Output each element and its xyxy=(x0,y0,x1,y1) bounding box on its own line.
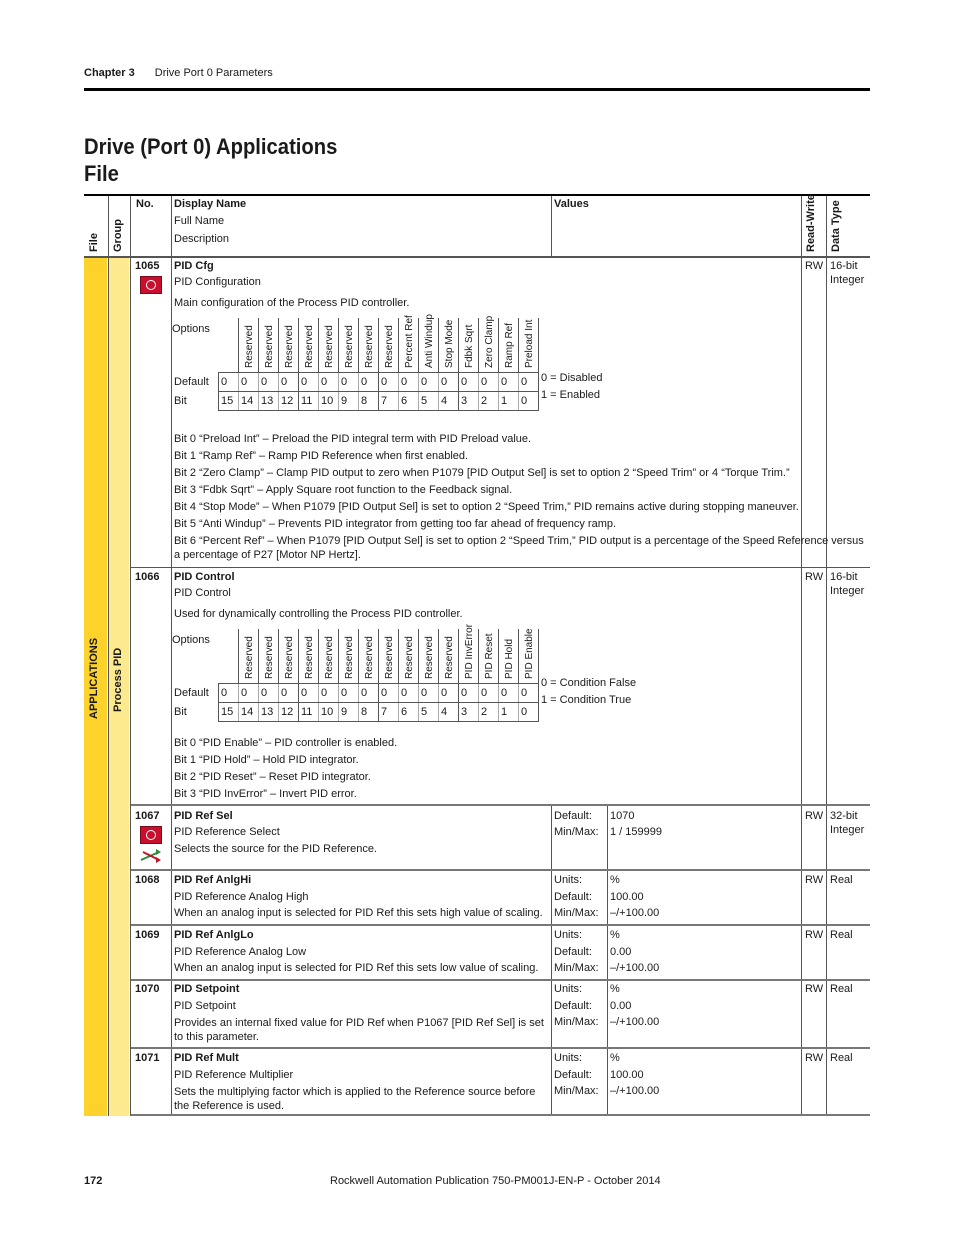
bit-number: 15 xyxy=(219,702,239,721)
param-1068-minmax-key: Min/Max: xyxy=(554,907,599,919)
param-1065-full: PID Configuration xyxy=(174,276,261,288)
param-1067-no: 1067 xyxy=(135,810,160,822)
param-1068-no: 1068 xyxy=(135,874,160,886)
bit-number: 6 xyxy=(399,391,419,410)
bit-number: 0 xyxy=(519,702,539,721)
bit-option: Anti Windup xyxy=(419,318,439,372)
param-1068-units: % xyxy=(610,874,620,886)
bit-option: Preload Int xyxy=(519,318,539,372)
bit-option: Reserved xyxy=(339,629,359,683)
param-1071-name: PID Ref Mult xyxy=(174,1052,239,1064)
param-1066-desc: Used for dynamically controlling the Process PID controller. xyxy=(174,608,463,620)
bit-default: 0 xyxy=(399,683,419,702)
param-1068-default-key: Default: xyxy=(554,891,592,903)
bit-number: 3 xyxy=(459,702,479,721)
param-1067-default-key: Default: xyxy=(554,810,592,822)
bit-option: PID Enable xyxy=(519,629,539,683)
bit-option: Reserved xyxy=(319,318,339,372)
bit-number: 12 xyxy=(279,391,299,410)
bit-option: Reserved xyxy=(439,629,459,683)
chapter-label: Chapter 3 xyxy=(84,67,135,79)
param-1067-name: PID Ref Sel xyxy=(174,810,233,822)
bit-note: Bit 2 “PID Reset” – Reset PID integrator. xyxy=(174,771,371,783)
bit-option: Reserved xyxy=(319,629,339,683)
bit-number: 9 xyxy=(339,702,359,721)
param-1068-rw: RW xyxy=(805,874,824,886)
bit-option: Reserved xyxy=(279,629,299,683)
param-1068-name: PID Ref AnlgHi xyxy=(174,874,252,886)
running-header xyxy=(84,67,273,79)
bit-default: 0 xyxy=(439,372,459,391)
param-1071-full: PID Reference Multiplier xyxy=(174,1069,294,1081)
bit-default: 0 xyxy=(419,683,439,702)
p1066-bit-table xyxy=(172,623,539,722)
param-1069-full: PID Reference Analog Low xyxy=(174,946,307,958)
bit-number: 11 xyxy=(299,391,319,410)
param-1069-minmax-key: Min/Max: xyxy=(554,962,599,974)
param-1071-minmax: –/+100.00 xyxy=(610,1085,660,1097)
bit-default: 0 xyxy=(499,372,519,391)
col-values: Values xyxy=(554,198,589,210)
bit-default: 0 xyxy=(259,683,279,702)
table-top-rule xyxy=(84,194,870,196)
bit-number: 5 xyxy=(419,702,439,721)
bit-option: Reserved xyxy=(259,318,279,372)
default-label: Default xyxy=(172,683,219,702)
bit-note: Bit 4 “Stop Mode” – When P1079 [PID Output Sel] is set to option 2 “Speed Trim,” PID remains active during stopping maneuver. xyxy=(174,501,799,513)
bit-option xyxy=(219,629,239,683)
row-divider xyxy=(131,804,870,806)
col-no: No. xyxy=(136,198,154,210)
bit-note: Bit 3 “Fdbk Sqrt” – Apply Square root function to the Feedback signal. xyxy=(174,484,513,496)
default-label: Default xyxy=(172,372,219,391)
param-1068-units-key: Units: xyxy=(554,874,583,886)
param-1071-rw: RW xyxy=(805,1052,824,1064)
param-1071-units-key: Units: xyxy=(554,1052,583,1064)
publication-footer: Rockwell Automation Publication 750-PM001J-EN-P - October 2014 xyxy=(330,1175,661,1187)
param-1067-desc: Selects the source for the PID Reference. xyxy=(174,843,377,855)
bit-default: 0 xyxy=(479,372,499,391)
bit-number: 15 xyxy=(219,391,239,410)
bit-label: Bit xyxy=(172,702,219,721)
param-1067-full: PID Reference Select xyxy=(174,826,280,838)
param-1068-type: Real xyxy=(830,874,853,886)
bit-number: 7 xyxy=(379,702,399,721)
param-1068-desc: When an analog input is selected for PID Ref this sets high value of scaling. xyxy=(174,907,543,919)
bit-default: 0 xyxy=(439,683,459,702)
bit-option: PID InvError xyxy=(459,629,479,683)
bit-option: Reserved xyxy=(239,318,259,372)
section-label: Drive Port 0 Parameters xyxy=(154,67,273,79)
table-bottom-rule xyxy=(131,1114,870,1116)
header-rule xyxy=(84,88,870,91)
bit-default: 0 xyxy=(359,372,379,391)
param-1068-default: 100.00 xyxy=(610,891,644,903)
bit-default: 0 xyxy=(359,683,379,702)
param-1067-rw: RW xyxy=(805,810,824,822)
bit-default: 0 xyxy=(259,372,279,391)
bit-default: 0 xyxy=(279,372,299,391)
divider xyxy=(607,806,608,1116)
param-1069-units-key: Units: xyxy=(554,929,583,941)
bit-option: Reserved xyxy=(279,318,299,372)
param-1071-minmax-key: Min/Max: xyxy=(554,1085,599,1097)
bit-number: 1 xyxy=(499,391,519,410)
row-divider xyxy=(131,979,870,981)
param-1067-type2: Integer xyxy=(830,824,865,836)
bit-number: 12 xyxy=(279,702,299,721)
bit-option: Reserved xyxy=(419,629,439,683)
bit-default: 0 xyxy=(479,683,499,702)
param-1069-desc: When an analog input is selected for PID Ref this sets low value of scaling. xyxy=(174,962,539,974)
bit-number: 4 xyxy=(439,391,459,410)
bit-option: PID Reset xyxy=(479,629,499,683)
bit-note: Bit 0 “PID Enable” – PID controller is enabled. xyxy=(174,737,398,749)
file-label: APPLICATIONS xyxy=(88,637,100,719)
param-1067-default: 1070 xyxy=(610,810,635,822)
bit-option: Reserved xyxy=(359,629,379,683)
param-1067-minmax-key: Min/Max: xyxy=(554,826,599,838)
param-1066-type: 16-bit xyxy=(830,571,858,583)
col-description: Description xyxy=(174,233,230,245)
bit-option: Reserved xyxy=(299,629,319,683)
bit-note: Bit 1 “PID Hold” – Hold PID integrator. xyxy=(174,754,359,766)
col-data-type: Data Type xyxy=(830,200,842,252)
param-1069-units: % xyxy=(610,929,620,941)
param-1068-full: PID Reference Analog High xyxy=(174,891,309,903)
param-1070-name: PID Setpoint xyxy=(174,983,240,995)
param-1065-type2: Integer xyxy=(830,274,865,286)
bit-default: 0 xyxy=(519,372,539,391)
page-title xyxy=(84,133,337,187)
bit-default: 0 xyxy=(519,683,539,702)
bit-number: 0 xyxy=(519,391,539,410)
param-1071-units: % xyxy=(610,1052,620,1064)
bit-option: Reserved xyxy=(299,318,319,372)
bit-option: Reserved xyxy=(259,629,279,683)
bit-note: Bit 0 “Preload Int” – Preload the PID integral term with PID Preload value. xyxy=(174,433,532,445)
bit-option: PID Hold xyxy=(499,629,519,683)
param-1066-type2: Integer xyxy=(830,585,865,597)
bit-default: 0 xyxy=(319,372,339,391)
bit-number: 14 xyxy=(239,702,259,721)
bit-option: Reserved xyxy=(399,629,419,683)
bit-option: Reserved xyxy=(379,629,399,683)
bit-default: 0 xyxy=(279,683,299,702)
param-1067-minmax: 1 / 159999 xyxy=(610,826,662,838)
param-1069-default: 0.00 xyxy=(610,946,632,958)
bit-number: 13 xyxy=(259,391,279,410)
col-display-name: Display Name xyxy=(174,198,247,210)
param-1071-no: 1071 xyxy=(135,1052,160,1064)
param-1065-desc: Main configuration of the Process PID controller. xyxy=(174,297,410,309)
param-1065-value-1: 1 = Enabled xyxy=(541,389,601,401)
param-1069-rw: RW xyxy=(805,929,824,941)
bit-default: 0 xyxy=(459,372,479,391)
param-1070-minmax-key: Min/Max: xyxy=(554,1016,599,1028)
param-1065-name: PID Cfg xyxy=(174,260,214,272)
param-1070-type: Real xyxy=(830,983,853,995)
param-1071-type: Real xyxy=(830,1052,853,1064)
link-arrows-icon xyxy=(140,848,162,864)
bit-default: 0 xyxy=(339,372,359,391)
bit-default: 0 xyxy=(339,683,359,702)
param-1066-rw: RW xyxy=(805,571,824,583)
param-1069-no: 1069 xyxy=(135,929,160,941)
param-1070-units-key: Units: xyxy=(554,983,583,995)
title-line-2: File xyxy=(84,161,119,186)
bit-option: Fdbk Sqrt xyxy=(459,318,479,372)
row-divider xyxy=(131,924,870,926)
divider xyxy=(551,806,552,1116)
p1065-bit-table xyxy=(172,314,539,411)
param-1066-name: PID Control xyxy=(174,571,235,583)
options-label: Options xyxy=(172,323,210,335)
bit-number: 4 xyxy=(439,702,459,721)
page-number: 172 xyxy=(84,1175,103,1187)
param-1065-type: 16-bit xyxy=(830,260,858,272)
bit-number: 3 xyxy=(459,391,479,410)
bit-number: 1 xyxy=(499,702,519,721)
param-1069-minmax: –/+100.00 xyxy=(610,962,660,974)
param-1066-value-0: 0 = Condition False xyxy=(541,677,637,689)
divider xyxy=(826,196,827,1116)
param-1070-minmax: –/+100.00 xyxy=(610,1016,660,1028)
bit-number: 2 xyxy=(479,702,499,721)
bit-option: Reserved xyxy=(359,318,379,372)
bit-default: 0 xyxy=(399,372,419,391)
param-1070-desc: Provides an internal fixed value for PID Ref when P1067 [PID Ref Sel] is set to this parameter. xyxy=(174,1017,544,1043)
param-1070-default-key: Default: xyxy=(554,1000,592,1012)
bit-default: 0 xyxy=(299,372,319,391)
param-1071-desc: Sets the multiplying factor which is applied to the Reference source before the Reference is used. xyxy=(174,1086,536,1112)
bit-default: 0 xyxy=(299,683,319,702)
bit-note: Bit 3 “PID InvError” – Invert PID error. xyxy=(174,788,357,800)
param-1071-default: 100.00 xyxy=(610,1069,644,1081)
title-line-1: Drive (Port 0) Applications xyxy=(84,134,338,159)
options-label: Options xyxy=(172,634,210,646)
bit-number: 10 xyxy=(319,391,339,410)
col-full-name: Full Name xyxy=(174,215,225,227)
bit-label: Bit xyxy=(172,391,219,410)
bit-option: Reserved xyxy=(239,629,259,683)
param-1071-default-key: Default: xyxy=(554,1069,592,1081)
bit-number: 5 xyxy=(419,391,439,410)
param-1067-type: 32-bit xyxy=(830,810,858,822)
param-1070-units: % xyxy=(610,983,620,995)
bit-note: Bit 6 “Percent Ref” – When P1079 [PID Output Sel] is set to option 2 “Speed Trim,” PID output is a percentage of the Speed Reference versus a percentage of P27 [Motor NP Hertz]. xyxy=(174,535,864,561)
bit-default: 0 xyxy=(239,683,259,702)
bit-option: Ramp Ref xyxy=(499,318,519,372)
param-1069-type: Real xyxy=(830,929,853,941)
bit-note: Bit 2 “Zero Clamp” – Clamp PID output to zero when P1079 [PID Output Sel] is set to option 2 “Speed Trim” or 4 “Torque Trim.” xyxy=(174,467,790,479)
bit-option: Percent Ref xyxy=(399,318,419,372)
bit-note: Bit 1 “Ramp Ref” – Ramp PID Reference when first enabled. xyxy=(174,450,469,462)
bit-option xyxy=(219,318,239,372)
col-group: Group xyxy=(112,219,124,252)
param-1068-minmax: –/+100.00 xyxy=(610,907,660,919)
bit-number: 11 xyxy=(299,702,319,721)
col-read-write: Read-Write xyxy=(805,194,817,252)
bit-default: 0 xyxy=(319,683,339,702)
stop-icon xyxy=(140,826,162,844)
bit-number: 9 xyxy=(339,391,359,410)
bit-number: 7 xyxy=(379,391,399,410)
bit-number: 14 xyxy=(239,391,259,410)
parameter-table xyxy=(84,194,870,1116)
bit-default: 0 xyxy=(459,683,479,702)
param-1070-rw: RW xyxy=(805,983,824,995)
param-1070-default: 0.00 xyxy=(610,1000,632,1012)
row-divider xyxy=(131,869,870,871)
row-divider xyxy=(131,567,870,568)
col-file: File xyxy=(88,233,100,252)
stop-icon xyxy=(140,276,162,294)
bit-number: 2 xyxy=(479,391,499,410)
row-divider xyxy=(131,1047,870,1049)
bit-default: 0 xyxy=(239,372,259,391)
bit-number: 8 xyxy=(359,391,379,410)
bit-option: Reserved xyxy=(339,318,359,372)
bit-note: Bit 5 “Anti Windup” – Prevents PID integrator from getting too far ahead of frequency ramp. xyxy=(174,518,617,530)
param-1065-rw: RW xyxy=(805,260,824,272)
param-1065-no: 1065 xyxy=(135,260,160,272)
bit-default: 0 xyxy=(219,372,239,391)
bit-number: 10 xyxy=(319,702,339,721)
bit-option: Stop Mode xyxy=(439,318,459,372)
divider xyxy=(551,196,552,256)
param-1065-value-0: 0 = Disabled xyxy=(541,372,603,384)
bit-default: 0 xyxy=(219,683,239,702)
bit-default: 0 xyxy=(499,683,519,702)
group-label: Process PID xyxy=(112,647,124,712)
divider xyxy=(130,196,131,1116)
param-1066-value-1: 1 = Condition True xyxy=(541,694,632,706)
bit-number: 6 xyxy=(399,702,419,721)
bit-option: Reserved xyxy=(379,318,399,372)
divider xyxy=(108,196,109,1116)
param-1066-full: PID Control xyxy=(174,587,231,599)
param-1070-no: 1070 xyxy=(135,983,160,995)
bit-number: 13 xyxy=(259,702,279,721)
header-bottom-rule xyxy=(84,256,870,258)
bit-option: Zero Clamp xyxy=(479,318,499,372)
param-1070-full: PID Setpoint xyxy=(174,1000,236,1012)
bit-number: 8 xyxy=(359,702,379,721)
bit-default: 0 xyxy=(379,683,399,702)
bit-default: 0 xyxy=(419,372,439,391)
param-1069-default-key: Default: xyxy=(554,946,592,958)
param-1066-no: 1066 xyxy=(135,571,160,583)
divider xyxy=(801,196,802,1116)
bit-default: 0 xyxy=(379,372,399,391)
param-1069-name: PID Ref AnlgLo xyxy=(174,929,254,941)
